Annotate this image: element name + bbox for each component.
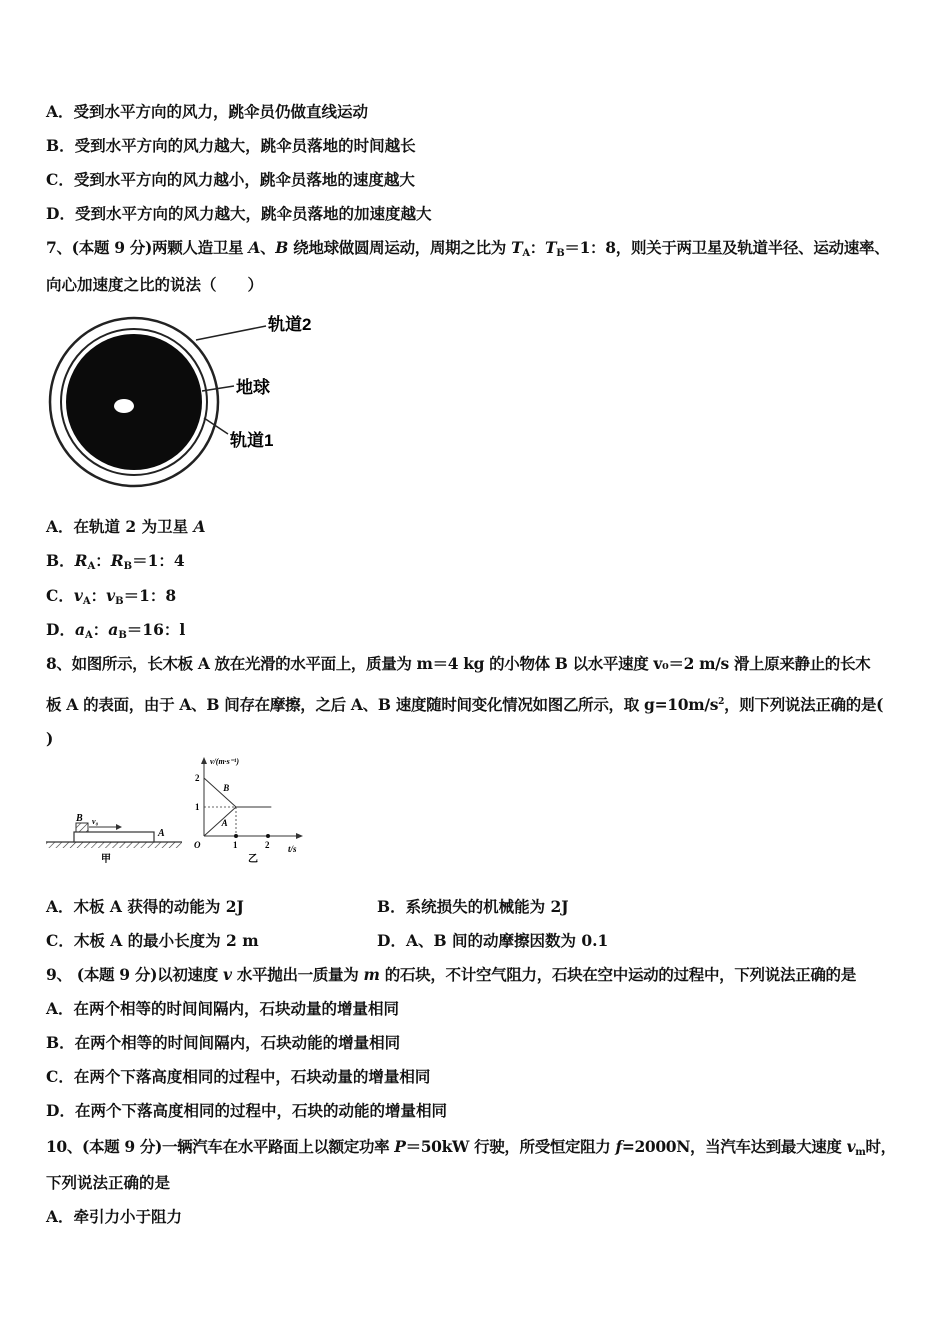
label-orbit2: 轨道2 bbox=[268, 315, 312, 334]
block-b bbox=[76, 823, 88, 832]
q6-option-a: A．受到水平方向的风力，跳伞员仍做直线运动 bbox=[46, 102, 369, 121]
label-board-a: A bbox=[158, 828, 165, 839]
q6-option-c: C．受到水平方向的风力越小，跳伞员落地的速度越大 bbox=[46, 170, 415, 189]
caption-yi: 乙 bbox=[248, 854, 258, 865]
x-tick-2: 2 bbox=[265, 840, 270, 850]
ground-surface bbox=[46, 842, 182, 848]
label-earth: 地球 bbox=[236, 378, 270, 397]
orbit-figure bbox=[46, 306, 336, 496]
q9-option-c: C．在两个下落高度相同的过程中，石块动量的增量相同 bbox=[46, 1067, 431, 1086]
q9-stem: 9、 (本题 9 分)以初速度 v 水平抛出一质量为 m 的石块，不计空气阻力，石块在空中运动的过程中，下列说法正确的是 bbox=[46, 965, 856, 984]
q8-option-a: A．木板 A 获得的动能为 2J bbox=[46, 897, 244, 916]
series-line-a bbox=[204, 807, 271, 836]
y-tick-1: 1 bbox=[195, 802, 200, 812]
q8-option-b: B．系统损失的机械能为 2J bbox=[377, 897, 569, 916]
series-label-b: B bbox=[223, 783, 230, 794]
q8-stem-line2: 板 A 的表面，由于 A、B 间存在摩擦，之后 A、B 速度随时间变化情况如图乙所示，取 $g=10m/s^2$，则下列说法正确的是( bbox=[46, 695, 884, 715]
earth-continent bbox=[114, 399, 134, 413]
leader-orbit2 bbox=[196, 326, 266, 340]
q7-option-d: D．$a_A$：$a_B=16$：l bbox=[46, 620, 186, 641]
x-axis-arrow bbox=[296, 833, 303, 839]
origin-label: O bbox=[194, 840, 201, 850]
label-orbit1: 轨道1 bbox=[230, 431, 274, 450]
board-figure bbox=[46, 808, 186, 870]
q10-stem-line1: 10、(本题 9 分)一辆汽车在水平路面上以额定功率 P＝50kW 行驶，所受恒定阻力 f=2000N，当汽车达到最大速度 $v_m$时， bbox=[46, 1137, 896, 1158]
x-tick-dot-1 bbox=[234, 834, 238, 838]
q10-option-a: A．牵引力小于阻力 bbox=[46, 1207, 183, 1226]
velocity-arrowhead bbox=[116, 824, 122, 830]
q9-option-b: B．在两个相等的时间间隔内，石块动能的增量相同 bbox=[46, 1033, 401, 1052]
caption-jia: 甲 bbox=[101, 854, 111, 865]
y-axis-arrow bbox=[201, 757, 207, 764]
q8-option-c: C．木板 A 的最小长度为 2 m bbox=[46, 931, 259, 950]
q7-stem-line2: 向心加速度之比的说法（ ） bbox=[46, 275, 264, 294]
label-block-b: B bbox=[76, 813, 83, 824]
q9-option-a: A．在两个相等的时间间隔内，石块动量的增量相同 bbox=[46, 999, 400, 1018]
q7-option-b: B．$R_A$：$R_B=1$：4 bbox=[46, 551, 185, 572]
q7-stem-line1: 7、(本题 9 分)两颗人造卫星 A、B 绕地球做圆周运动，周期之比为 $T_A$：$T_B=1$：8，则关于两卫星及轨道半径、运动速率、 bbox=[46, 238, 890, 259]
q7-option-a: A．在轨道 2 为卫星 A bbox=[46, 517, 206, 536]
velocity-time-chart bbox=[186, 754, 310, 866]
chart-marks bbox=[195, 773, 271, 850]
x-tick-1: 1 bbox=[233, 840, 238, 850]
y-axis-label: v/(m·s⁻¹) bbox=[210, 757, 240, 766]
series-label-a: A bbox=[221, 817, 228, 828]
q7-option-c: C．$v_A$：$v_B=1$：8 bbox=[46, 586, 177, 607]
board-a bbox=[74, 832, 154, 842]
series-line-b bbox=[204, 778, 271, 807]
earth-disk bbox=[66, 334, 202, 470]
y-tick-2: 2 bbox=[195, 773, 200, 783]
q9-option-d: D．在两个下落高度相同的过程中，石块的动能的增量相同 bbox=[46, 1101, 447, 1120]
q8-stem-line3: ) bbox=[46, 729, 54, 748]
x-axis-label: t/s bbox=[288, 844, 297, 854]
q8-option-d: D．A、B 间的动摩擦因数为 0.1 bbox=[377, 931, 609, 950]
q8-stem-line1: 8、如图所示，长木板 A 放在光滑的水平面上，质量为 m＝4 kg 的小物体 B 以水平速度 v₀＝2 m/s 滑上原来静止的长木 bbox=[46, 654, 871, 673]
q6-option-b: B．受到水平方向的风力越大，跳伞员落地的时间越长 bbox=[46, 136, 416, 155]
q10-stem-line2: 下列说法正确的是 bbox=[46, 1173, 171, 1192]
x-tick-dot-2 bbox=[266, 834, 270, 838]
q6-option-d: D．受到水平方向的风力越大，跳伞员落地的加速度越大 bbox=[46, 204, 432, 223]
label-v0: v₀ bbox=[92, 817, 99, 826]
